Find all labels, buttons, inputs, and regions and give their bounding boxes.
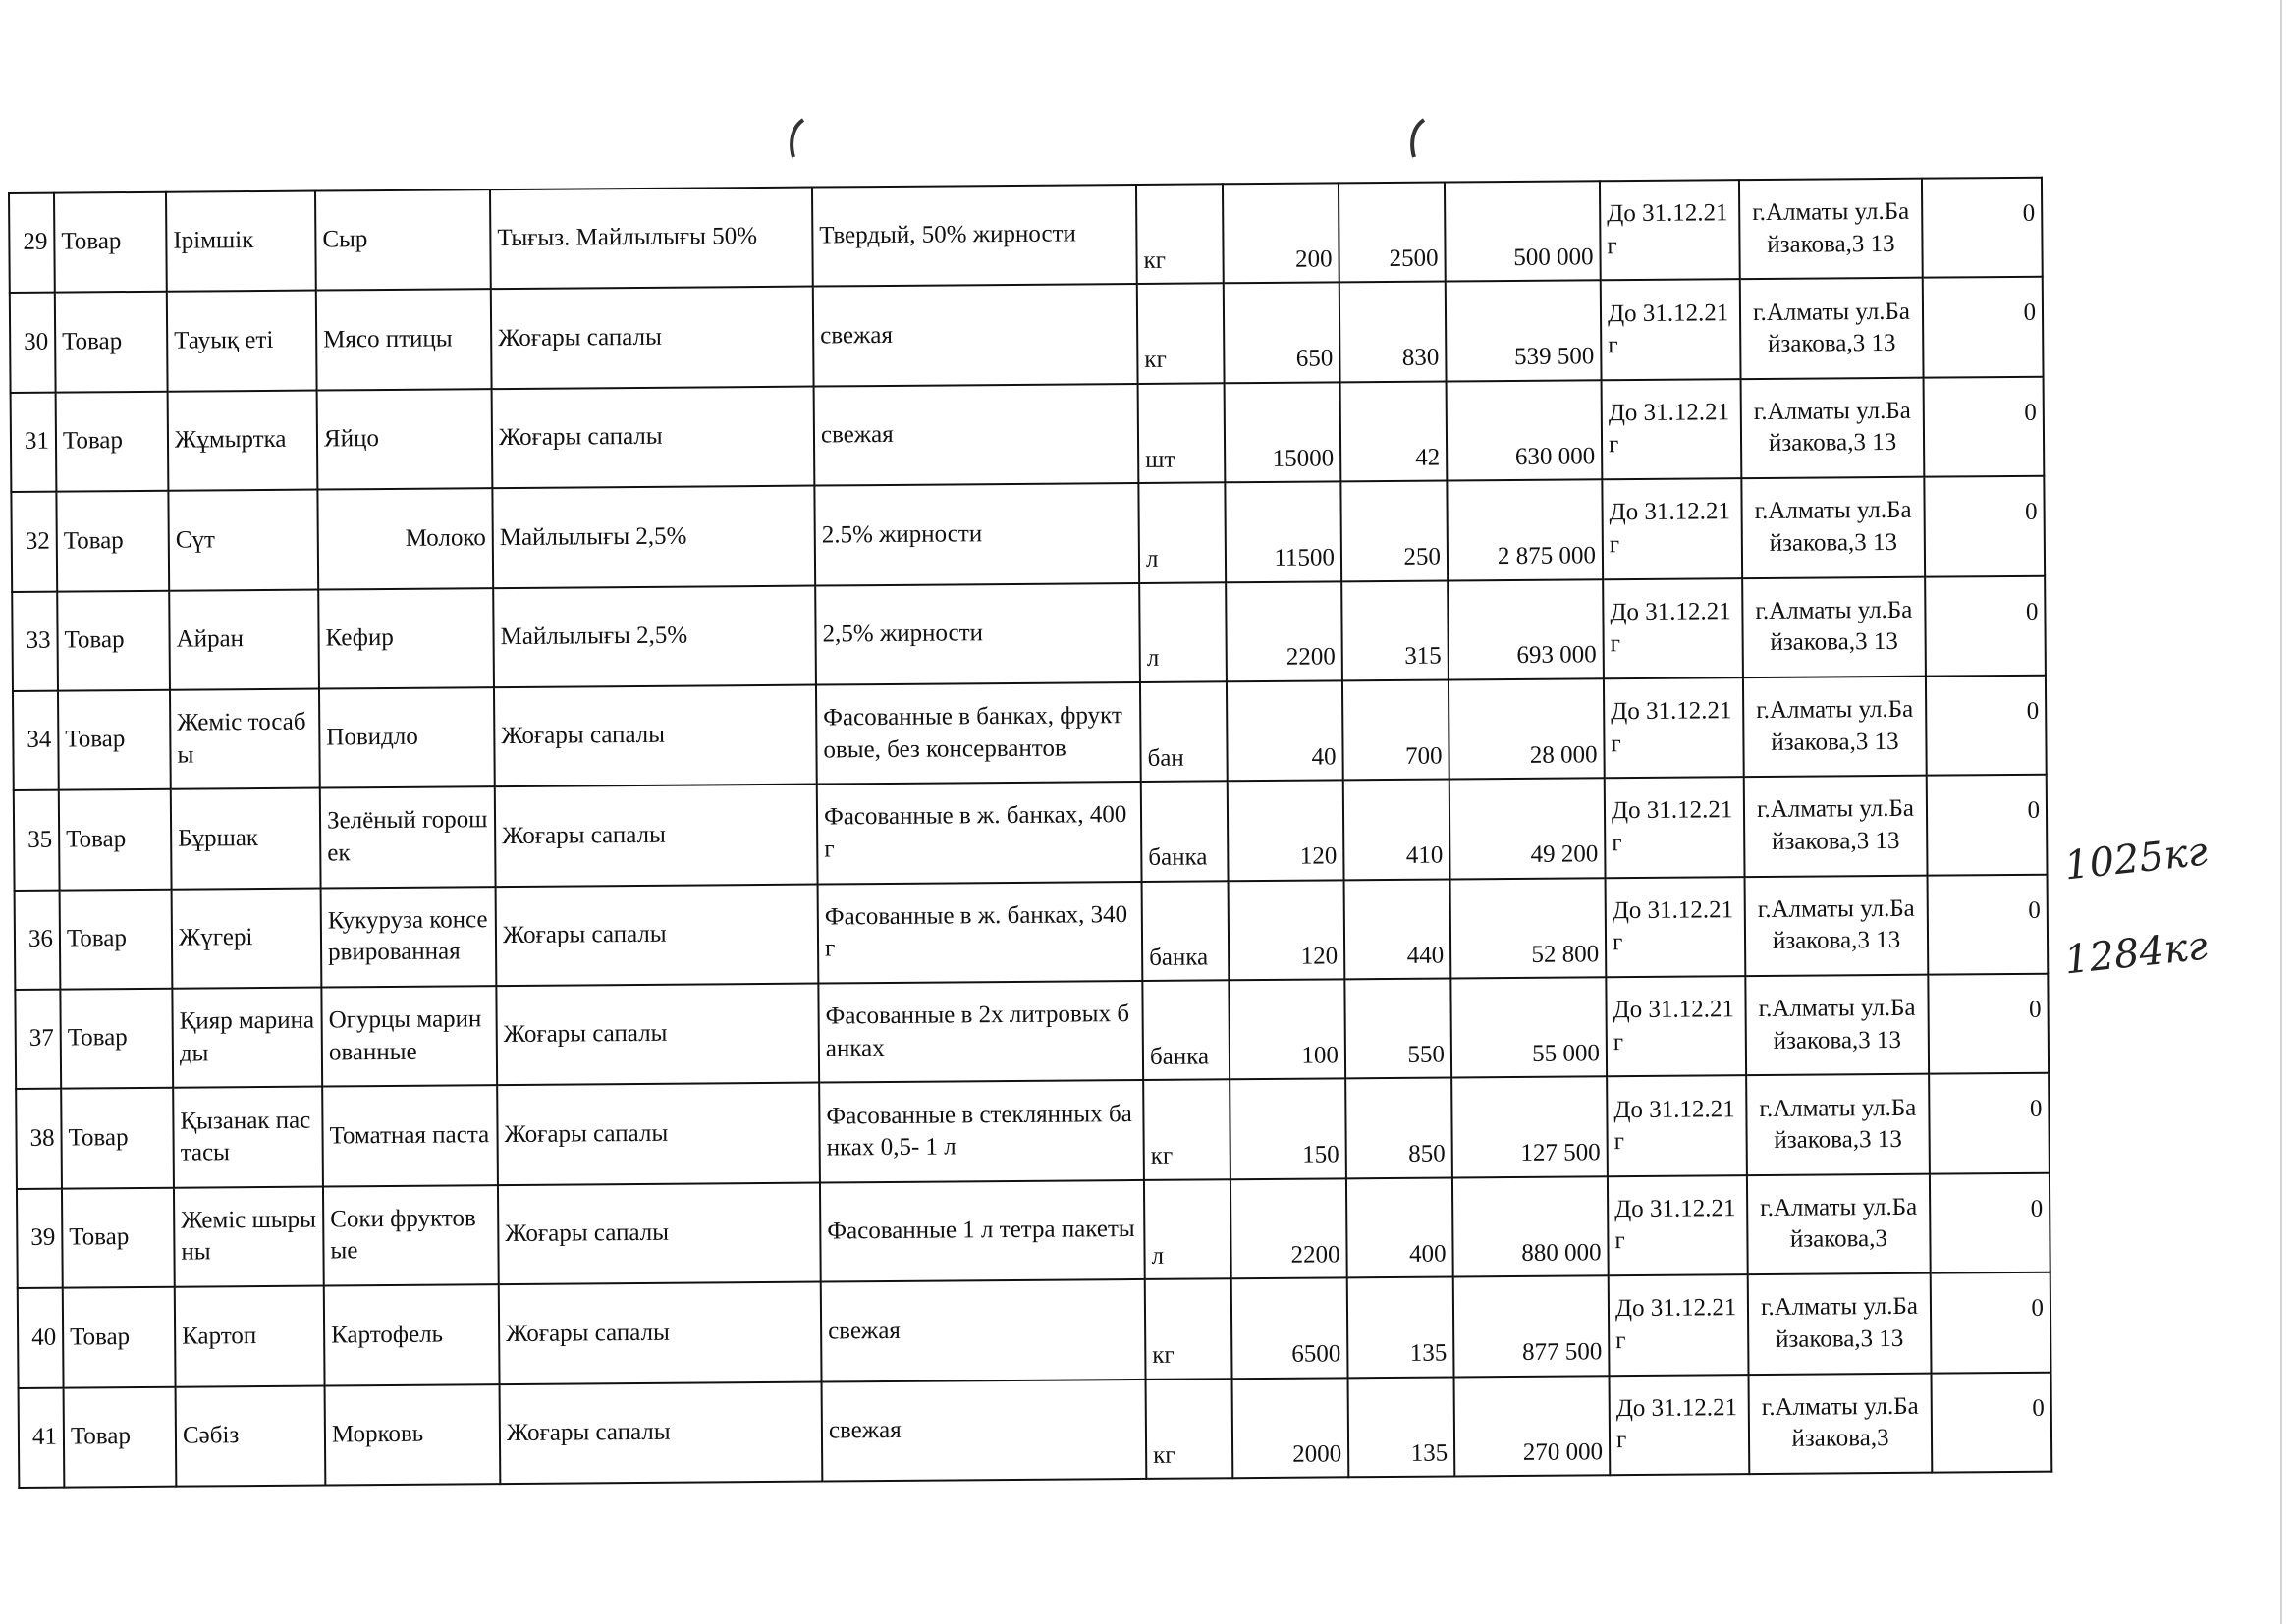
row-number-cell: 37	[15, 990, 61, 1090]
advance-percent-cell: 0	[1927, 775, 2048, 875]
spec-russian-cell: свежая	[813, 284, 1138, 386]
delivery-term-cell: До 31.12.21 г	[1607, 1076, 1747, 1176]
sum-cell: 630 000	[1447, 380, 1603, 481]
name-russian-cell: Зелёный горошек	[320, 786, 496, 888]
unit-cell: кг	[1137, 284, 1225, 384]
spec-russian-cell: свежая	[814, 384, 1139, 486]
delivery-term-cell: До 31.12.21 г	[1610, 1375, 1750, 1476]
price-cell: 850	[1345, 1078, 1452, 1178]
sum-cell: 877 500	[1453, 1275, 1610, 1377]
name-russian-cell: Сыр	[315, 189, 491, 291]
sum-cell: 49 200	[1449, 779, 1606, 880]
item-type-cell: Товар	[55, 292, 168, 392]
spec-russian-cell: Твердый, 50% жирности	[812, 185, 1137, 287]
goods-table	[8, 177, 2052, 1489]
row-number-cell: 38	[16, 1089, 62, 1189]
delivery-address-cell: г.Алматы ул.Байзакова,3 13	[1742, 576, 1926, 677]
advance-percent-cell: 0	[1929, 1073, 2050, 1173]
unit-cell: л	[1139, 582, 1227, 682]
quantity-cell: 2000	[1232, 1378, 1349, 1478]
sum-cell: 539 500	[1446, 281, 1602, 382]
table-row	[19, 1372, 2052, 1488]
spec-russian-cell: 2.5% жирности	[814, 483, 1139, 585]
quantity-cell: 650	[1224, 283, 1340, 383]
quantity-cell: 120	[1228, 781, 1344, 881]
spec-kazakh-cell: Жоғары сапалы	[495, 785, 818, 887]
name-russian-cell: Кефир	[318, 588, 494, 689]
delivery-term-cell: До 31.12.21 г	[1605, 777, 1745, 877]
delivery-term-cell: До 31.12.21 г	[1608, 1175, 1748, 1275]
price-cell: 2500	[1339, 183, 1446, 283]
sum-cell: 2 875 000	[1447, 479, 1603, 580]
delivery-address-cell: г.Алматы ул.Байзакова,3 13	[1741, 377, 1925, 478]
quantity-cell: 15000	[1225, 382, 1341, 482]
advance-percent-cell: 0	[1932, 1372, 2052, 1472]
price-cell: 42	[1340, 381, 1448, 481]
delivery-term-cell: До 31.12.21 г	[1602, 379, 1742, 479]
price-cell: 400	[1346, 1177, 1453, 1277]
sum-cell: 693 000	[1448, 579, 1604, 680]
name-russian-cell: Картофель	[324, 1284, 500, 1385]
advance-percent-cell: 0	[1924, 476, 2045, 576]
name-russian-cell: Яйцо	[317, 389, 493, 490]
name-russian-cell: Огурцы маринованные	[321, 986, 497, 1087]
delivery-address-cell: г.Алматы ул.Байзакова,3 13	[1746, 1074, 1930, 1175]
delivery-address-cell: г.Алматы ул.Байзакова,3 13	[1745, 975, 1929, 1076]
name-kazakh-cell: Жеміс шырыны	[174, 1186, 324, 1287]
row-number-cell: 35	[14, 790, 60, 891]
row-number-cell: 41	[19, 1387, 65, 1488]
delivery-term-cell: До 31.12.21 г	[1606, 877, 1746, 977]
price-cell: 550	[1344, 978, 1451, 1078]
unit-cell: л	[1144, 1179, 1231, 1279]
item-type-cell: Товар	[56, 391, 169, 491]
item-type-cell: Товар	[64, 1386, 177, 1487]
price-cell: 135	[1348, 1377, 1455, 1477]
spec-kazakh-cell: Жоғары сапалы	[496, 984, 819, 1086]
sum-cell: 880 000	[1452, 1176, 1609, 1277]
delivery-address-cell: г.Алматы ул.Байзакова,3 13	[1739, 179, 1923, 280]
table-row	[11, 376, 2045, 492]
name-kazakh-cell: Қызанак пастасы	[173, 1087, 323, 1188]
delivery-address-cell: г.Алматы ул.Байзакова,3 13	[1744, 776, 1928, 877]
advance-percent-cell: 0	[1924, 376, 2045, 476]
row-number-cell: 30	[10, 293, 56, 393]
spec-russian-cell: свежая	[821, 1279, 1146, 1381]
advance-percent-cell: 0	[1922, 178, 2043, 278]
quantity-cell: 120	[1229, 880, 1345, 980]
item-type-cell: Товар	[63, 1287, 176, 1387]
quantity-cell: 2200	[1230, 1178, 1347, 1278]
price-cell: 250	[1340, 481, 1448, 581]
quantity-cell: 6500	[1231, 1277, 1348, 1378]
name-kazakh-cell: Тауық еті	[167, 291, 317, 392]
item-type-cell: Товар	[59, 789, 172, 890]
sum-cell: 28 000	[1449, 678, 1605, 780]
table-row	[17, 1172, 2050, 1288]
price-cell: 440	[1344, 879, 1451, 979]
name-kazakh-cell: Бұршак	[171, 788, 321, 890]
table-row	[9, 178, 2043, 294]
delivery-address-cell: г.Алматы ул.Байзакова,3	[1747, 1173, 1931, 1274]
spec-russian-cell: Фасованные в ж. банках, 340г	[818, 882, 1143, 984]
row-number-cell: 29	[9, 193, 55, 294]
quantity-cell: 2200	[1226, 581, 1342, 681]
item-type-cell: Товар	[58, 690, 171, 790]
name-russian-cell: Молоко	[317, 488, 493, 589]
name-kazakh-cell: Ірімшік	[166, 191, 316, 293]
advance-percent-cell: 0	[1930, 1172, 2050, 1272]
table-row	[12, 575, 2046, 691]
advance-percent-cell: 0	[1928, 974, 2049, 1074]
unit-cell: кг	[1136, 184, 1224, 284]
unit-cell: кг	[1143, 1080, 1230, 1180]
sum-cell: 500 000	[1445, 181, 1601, 282]
sum-cell: 270 000	[1454, 1376, 1611, 1477]
row-number-cell: 34	[13, 690, 59, 790]
unit-cell: л	[1138, 482, 1226, 582]
unit-cell: банка	[1142, 980, 1230, 1080]
sum-cell: 55 000	[1450, 977, 1607, 1078]
table-row	[11, 476, 2045, 592]
advance-percent-cell: 0	[1926, 676, 2047, 776]
name-russian-cell: Морковь	[325, 1384, 501, 1486]
delivery-term-cell: До 31.12.21 г	[1601, 280, 1741, 380]
name-russian-cell: Повидло	[319, 687, 495, 788]
name-kazakh-cell: Айран	[169, 589, 319, 690]
item-type-cell: Товар	[61, 1088, 174, 1188]
item-type-cell: Товар	[62, 1187, 175, 1287]
delivery-term-cell: До 31.12.21 г	[1604, 677, 1744, 778]
spec-kazakh-cell: Жоғары сапалы	[496, 884, 819, 986]
row-number-cell: 40	[18, 1288, 64, 1388]
spec-kazakh-cell: Майлылығы 2,5%	[493, 585, 816, 687]
spec-russian-cell: Фасованные в стеклянных банках 0,5- 1 л	[819, 1080, 1144, 1182]
quantity-cell: 200	[1223, 183, 1339, 283]
table-row	[15, 974, 2049, 1090]
name-kazakh-cell: Жүгері	[172, 888, 322, 989]
unit-cell: кг	[1145, 1278, 1232, 1379]
punch-hole-mark	[1406, 116, 1428, 161]
delivery-address-cell: г.Алматы ул.Байзакова,3 13	[1748, 1273, 1932, 1375]
table-row	[15, 874, 2049, 990]
row-number-cell: 39	[17, 1188, 63, 1288]
advance-percent-cell: 0	[1931, 1272, 2051, 1373]
unit-cell: банка	[1141, 782, 1229, 882]
delivery-address-cell: г.Алматы ул.Байзакова,3	[1749, 1373, 1933, 1474]
spec-kazakh-cell: Жоғары сапалы	[497, 1083, 820, 1185]
price-cell: 410	[1343, 780, 1450, 880]
item-type-cell: Товар	[54, 192, 167, 293]
spec-russian-cell: Фасованные в 2х литровых банках	[818, 981, 1143, 1083]
unit-cell: бан	[1140, 681, 1228, 782]
delivery-term-cell: До 31.12.21 г	[1609, 1274, 1749, 1375]
sum-cell: 52 800	[1450, 878, 1607, 979]
spec-russian-cell: Фасованные 1 л тетра пакеты	[820, 1180, 1145, 1282]
spec-russian-cell: 2,5% жирности	[815, 582, 1140, 684]
advance-percent-cell: 0	[1923, 277, 2044, 377]
delivery-address-cell: г.Алматы ул.Байзакова,3 13	[1741, 477, 1925, 578]
punch-hole-mark	[786, 116, 807, 161]
unit-cell: банка	[1142, 881, 1230, 981]
name-kazakh-cell: Жеміс тосабы	[170, 688, 320, 789]
quantity-cell: 40	[1227, 680, 1343, 781]
unit-cell: кг	[1146, 1379, 1233, 1479]
name-russian-cell: Томатная паста	[322, 1085, 498, 1186]
delivery-term-cell: До 31.12.21 г	[1606, 976, 1746, 1076]
spec-kazakh-cell: Жоғары сапалы	[494, 684, 817, 786]
spec-kazakh-cell: Жоғары сапалы	[500, 1381, 823, 1484]
spec-russian-cell: Фасованные в ж. банках, 400г	[817, 782, 1142, 884]
advance-percent-cell: 0	[1928, 874, 2049, 974]
name-russian-cell: Мясо птицы	[316, 290, 492, 391]
spec-kazakh-cell: Майлылығы 2,5%	[492, 486, 815, 588]
table-row	[14, 775, 2048, 891]
item-type-cell: Товар	[56, 491, 169, 591]
scan-edge	[2280, 0, 2282, 1624]
advance-percent-cell: 0	[1925, 575, 2046, 676]
delivery-term-cell: До 31.12.21 г	[1603, 578, 1743, 678]
handwritten-note: 1284кг	[2061, 923, 2210, 984]
delivery-address-cell: г.Алматы ул.Байзакова,3 13	[1745, 875, 1929, 976]
name-kazakh-cell: Сәбіз	[176, 1385, 326, 1487]
table-row	[13, 676, 2047, 791]
sum-cell: 127 500	[1451, 1077, 1608, 1178]
price-cell: 830	[1339, 282, 1447, 382]
table-row	[10, 277, 2044, 393]
price-cell: 315	[1341, 580, 1449, 680]
spec-kazakh-cell: Тығыз. Майлылығы 50%	[490, 188, 813, 290]
row-number-cell: 31	[11, 392, 57, 492]
spec-russian-cell: свежая	[822, 1379, 1147, 1481]
name-kazakh-cell: Жұмыртка	[168, 390, 318, 491]
name-russian-cell: Соки фруктовые	[323, 1185, 499, 1286]
spec-kazakh-cell: Жоғары сапалы	[499, 1282, 822, 1384]
unit-cell: шт	[1138, 383, 1226, 483]
spec-kazakh-cell: Жоғары сапалы	[491, 287, 814, 389]
delivery-term-cell: До 31.12.21 г	[1602, 478, 1742, 578]
delivery-address-cell: г.Алматы ул.Байзакова,3 13	[1740, 278, 1924, 379]
name-russian-cell: Кукуруза консервированная	[321, 887, 497, 988]
quantity-cell: 100	[1229, 979, 1345, 1079]
name-kazakh-cell: Қияр маринады	[172, 988, 322, 1089]
row-number-cell: 36	[15, 890, 61, 990]
price-cell: 135	[1347, 1277, 1454, 1378]
row-number-cell: 32	[11, 492, 57, 592]
quantity-cell: 11500	[1225, 481, 1341, 581]
item-type-cell: Товар	[60, 889, 173, 989]
quantity-cell: 150	[1230, 1079, 1346, 1179]
spec-russian-cell: Фасованные в банках, фруктовые, без консервантов	[816, 682, 1141, 785]
price-cell: 700	[1342, 679, 1449, 780]
name-kazakh-cell: Картоп	[175, 1286, 325, 1387]
delivery-address-cell: г.Алматы ул.Байзакова,3 13	[1743, 677, 1927, 778]
delivery-term-cell: До 31.12.21 г	[1600, 180, 1740, 280]
row-number-cell: 33	[12, 591, 58, 691]
item-type-cell: Товар	[60, 989, 173, 1089]
spec-kazakh-cell: Жоғары сапалы	[492, 386, 815, 488]
spec-kazakh-cell: Жоғары сапалы	[498, 1182, 821, 1284]
name-kazakh-cell: Сүт	[168, 490, 318, 591]
table-row	[16, 1073, 2050, 1189]
item-type-cell: Товар	[57, 590, 170, 690]
table-row	[18, 1272, 2051, 1388]
handwritten-note: 1025кг	[2061, 829, 2210, 890]
